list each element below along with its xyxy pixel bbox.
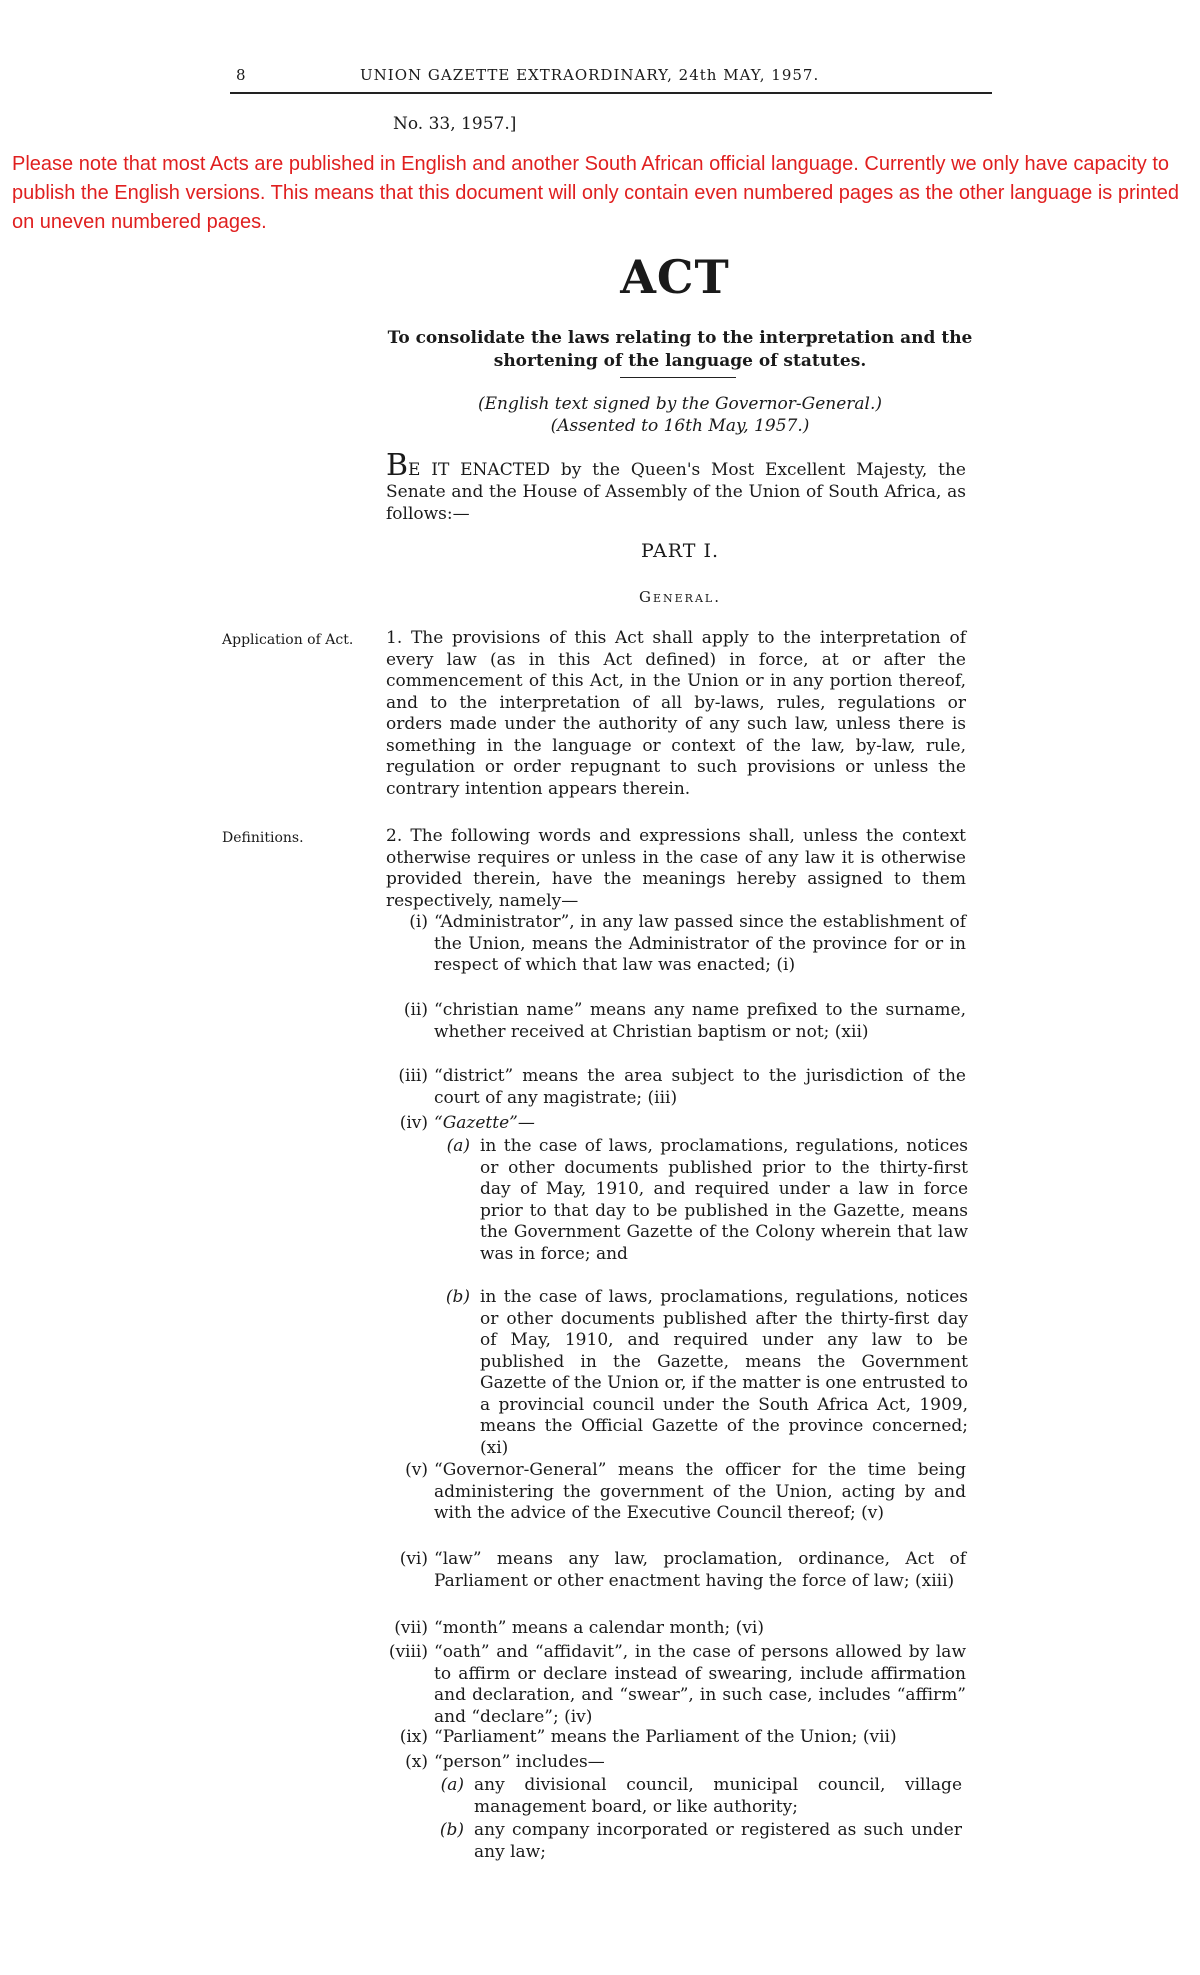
act-heading: ACT [620,250,730,304]
part-heading: PART I. [641,540,719,562]
gazette-title: UNION GAZETTE EXTRAORDINARY, 24th MAY, 1957. [360,66,820,84]
enacting-text: E IT ENACTED by the Queen's Most Excellent Majesty, the Senate and the House of Assembly of the Union of South Africa, as follows:— [386,460,966,524]
section-2: 2. The following words and expressions shall, unless the context otherwise requires or unless in the case of any law it is otherwise provided therein, have the meanings hereby assigned to them respectively, namely— [386,826,966,911]
divider [620,377,736,378]
margin-note-definitions: Definitions. [222,830,304,846]
enacting-clause [386,448,966,525]
act-number: No. 33, 1957.] [393,114,517,134]
assented-note: (Assented to 16th May, 1957.) [550,416,810,436]
long-title: To consolidate the laws relating to the interpretation and the shortening of the language of statutes. [387,328,973,371]
part-subheading: General. [639,588,721,606]
page-number: 8 [236,66,247,84]
margin-note-application: Application of Act. [222,632,354,648]
publication-notice: Please note that most Acts are published in English and another South African official language. Currently we only have capacity to publish the English versions. This means that this document will only contain even numbered pages as the other language is printed on uneven numbered pages. [12,153,1179,233]
drop-initial: B [386,448,409,483]
section-1: 1. The provisions of this Act shall apply to the interpretation of every law (as in this Act defined) in force, at or after the commencement of this Act, in the Union or in any portion thereof, and to the interpretation of all by-laws, rules, regulations or orders made under the authority of any such law, unless there is something in the language or context of the law, by-law, rule, regulation or order repugnant to such provisions or unless the contrary intention appears therein. [386,628,966,799]
signed-note: (English text signed by the Governor-General.) [477,394,883,414]
assent-block [380,393,980,437]
running-header [230,62,992,94]
